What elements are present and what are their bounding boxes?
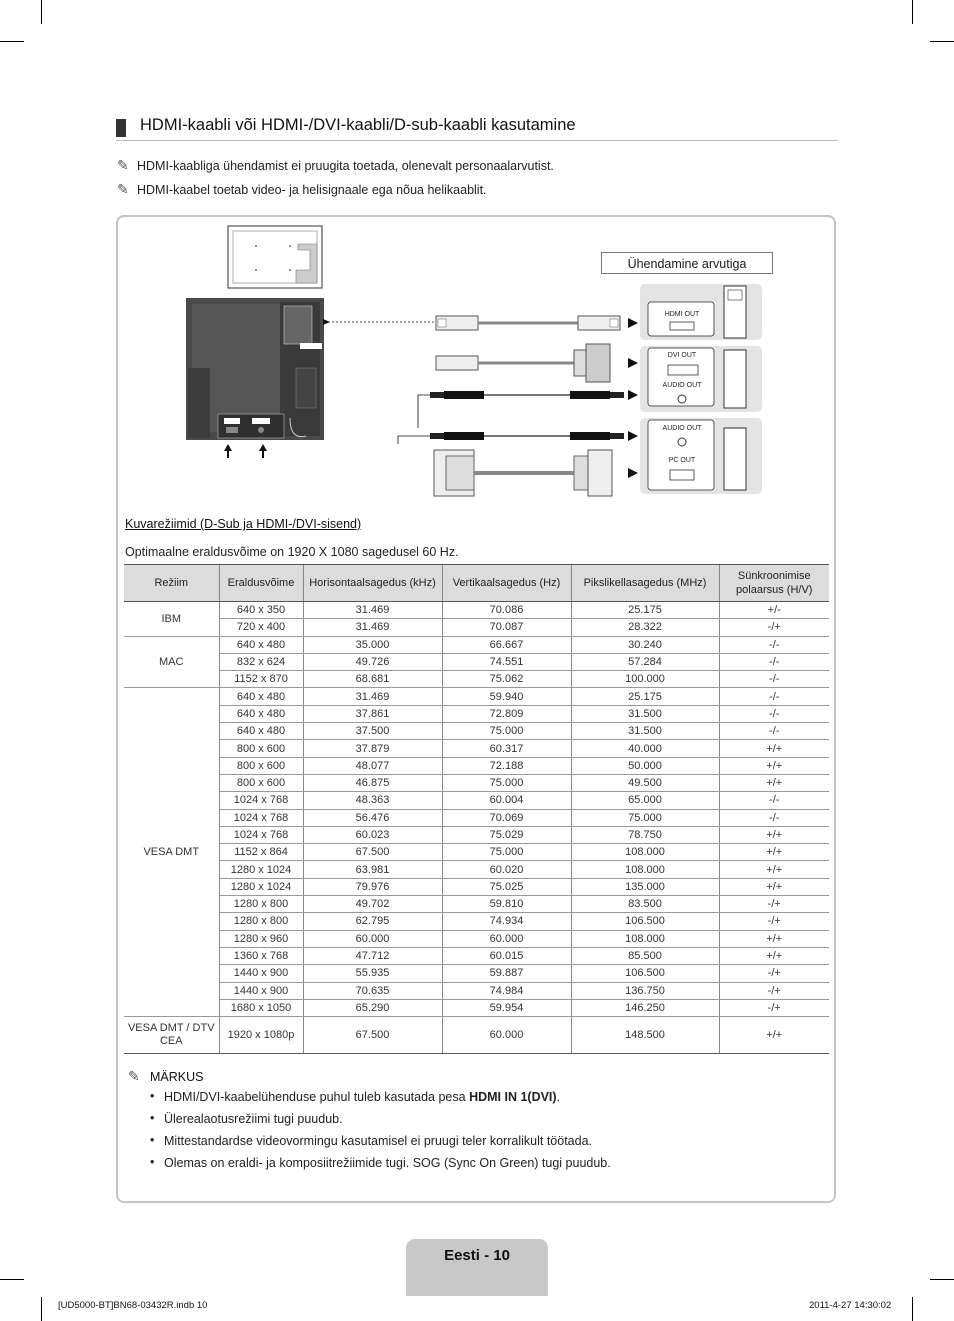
table-cell: -/-: [719, 792, 829, 809]
footer-file-info: [UD5000-BT]BN68-03432R.indb 10: [58, 1300, 208, 1311]
table-cell: 1440 x 900: [219, 965, 303, 982]
table-cell: 640 x 480: [219, 705, 303, 722]
table-cell: 106.500: [571, 965, 719, 982]
table-row: [124, 947, 829, 964]
note-line: [117, 181, 487, 198]
crop-mark: [930, 41, 954, 42]
table-row: [124, 671, 829, 688]
table-cell: 70.087: [442, 619, 571, 636]
remark-bold-text: HDMI IN 1(DVI): [469, 1090, 557, 1104]
connection-label: Ühendamine arvutiga: [601, 252, 773, 274]
table-row: [124, 723, 829, 740]
pencil-icon: ✎: [117, 181, 129, 197]
table-row: [124, 826, 829, 843]
table-cell: -/+: [719, 999, 829, 1016]
table-row: [124, 653, 829, 670]
table-cell: 74.934: [442, 913, 571, 930]
table-cell: 48.077: [303, 757, 442, 774]
table-row: [124, 688, 829, 705]
footer-timestamp: 2011-4-27 14:30:02: [809, 1300, 892, 1311]
table-cell: 60.023: [303, 826, 442, 843]
table-cell: 640 x 480: [219, 688, 303, 705]
table-cell: 75.025: [442, 878, 571, 895]
table-row: [124, 740, 829, 757]
table-row: [124, 757, 829, 774]
table-cell: 1280 x 1024: [219, 861, 303, 878]
table-cell: 65.000: [571, 792, 719, 809]
page-number-tab: [406, 1239, 548, 1296]
table-cell: 50.000: [571, 757, 719, 774]
table-cell: 1280 x 1024: [219, 878, 303, 895]
table-cell: 1440 x 900: [219, 982, 303, 999]
table-cell: 832 x 624: [219, 653, 303, 670]
pc-dvi: [640, 346, 762, 412]
mode-cell: VESA DMT: [124, 688, 219, 1017]
table-cell: +/+: [719, 930, 829, 947]
table-cell: 720 x 400: [219, 619, 303, 636]
table-cell: 37.861: [303, 705, 442, 722]
table-cell: +/+: [719, 1017, 829, 1054]
column-header: Vertikaalsagedus (Hz): [442, 565, 571, 602]
table-cell: 49.726: [303, 653, 442, 670]
table-body: [124, 602, 829, 1054]
table-cell: +/+: [719, 878, 829, 895]
column-header: Sünkroonimise polaarsus (H/V): [719, 565, 829, 602]
table-cell: 60.000: [442, 1017, 571, 1054]
list-item: [150, 1134, 611, 1156]
table-cell: 1920 x 1080p: [219, 1017, 303, 1054]
table-cell: 67.500: [303, 1017, 442, 1054]
crop-mark: [912, 1297, 913, 1321]
table-cell: -/+: [719, 619, 829, 636]
table-row: [124, 896, 829, 913]
display-modes-table: [124, 564, 829, 1054]
table-cell: 70.635: [303, 982, 442, 999]
table-row: [124, 930, 829, 947]
table-cell: 70.069: [442, 809, 571, 826]
table-cell: 31.469: [303, 602, 442, 619]
table-cell: 75.000: [571, 809, 719, 826]
table-cell: 62.795: [303, 913, 442, 930]
list-item: [150, 1112, 611, 1134]
remark-text: Mittestandardse videovormingu kasutamisel ei pruugi teler korralikult töötada.: [164, 1134, 592, 1148]
table-cell: +/+: [719, 844, 829, 861]
table-cell: -/+: [719, 896, 829, 913]
table-cell: 65.290: [303, 999, 442, 1016]
pencil-icon: ✎: [128, 1068, 140, 1084]
pc-out-label: PC OUT: [668, 457, 696, 464]
table-cell: -/-: [719, 723, 829, 740]
note-line: [117, 157, 554, 174]
table-cell: 83.500: [571, 896, 719, 913]
list-item: [150, 1156, 611, 1178]
hdmi-dvi-cable: [436, 344, 610, 382]
table-cell: 640 x 480: [219, 636, 303, 653]
table-cell: 49.702: [303, 896, 442, 913]
table-cell: 68.681: [303, 671, 442, 688]
table-cell: 75.029: [442, 826, 571, 843]
table-cell: 31.500: [571, 723, 719, 740]
table-cell: 60.000: [442, 930, 571, 947]
table-cell: 85.500: [571, 947, 719, 964]
table-cell: -/-: [719, 705, 829, 722]
table-cell: 75.062: [442, 671, 571, 688]
table-cell: 148.500: [571, 1017, 719, 1054]
table-cell: 108.000: [571, 844, 719, 861]
table-cell: 136.750: [571, 982, 719, 999]
table-cell: 46.875: [303, 774, 442, 791]
table-row: [124, 913, 829, 930]
table-cell: 25.175: [571, 602, 719, 619]
table-cell: 74.984: [442, 982, 571, 999]
table-cell: 60.317: [442, 740, 571, 757]
remarks-list: [150, 1090, 611, 1178]
table-cell: 108.000: [571, 861, 719, 878]
table-cell: 800 x 600: [219, 740, 303, 757]
table-cell: 60.015: [442, 947, 571, 964]
remark-text: Ülerealaotusrežiimi tugi puudub.: [164, 1112, 343, 1126]
table-cell: -/-: [719, 636, 829, 653]
tv-thumbnail: [228, 226, 322, 288]
table-cell: 108.000: [571, 930, 719, 947]
table-cell: 37.500: [303, 723, 442, 740]
table-cell: 75.000: [442, 723, 571, 740]
table-cell: 49.500: [571, 774, 719, 791]
table-cell: 106.500: [571, 913, 719, 930]
table-cell: -/+: [719, 982, 829, 999]
hdmi-out-label: HDMI OUT: [664, 311, 700, 318]
table-cell: 1280 x 800: [219, 913, 303, 930]
table-cell: -/-: [719, 671, 829, 688]
pc-hdmi: [640, 284, 762, 340]
table-cell: 75.000: [442, 844, 571, 861]
table-cell: -/-: [719, 653, 829, 670]
table-cell: 40.000: [571, 740, 719, 757]
audio-out-label: AUDIO OUT: [662, 382, 702, 389]
table-cell: 47.712: [303, 947, 442, 964]
table-cell: 31.469: [303, 688, 442, 705]
table-cell: 1152 x 864: [219, 844, 303, 861]
crop-mark: [0, 1279, 24, 1280]
table-cell: 72.809: [442, 705, 571, 722]
remarks-title-text: MÄRKUS: [150, 1070, 204, 1084]
remark-text: Olemas on eraldi- ja komposiitrežiimide tugi. SOG (Sync On Green) tugi puudub.: [164, 1156, 611, 1170]
table-cell: 66.667: [442, 636, 571, 653]
table-row: [124, 1017, 829, 1054]
table-cell: +/-: [719, 602, 829, 619]
table-cell: 60.004: [442, 792, 571, 809]
crop-mark: [41, 1297, 42, 1321]
audio-cable: [418, 391, 624, 428]
table-cell: 60.000: [303, 930, 442, 947]
table-cell: 63.981: [303, 861, 442, 878]
table-row: [124, 602, 829, 619]
table-cell: -/+: [719, 913, 829, 930]
hdmi-cable: [436, 316, 620, 330]
tv-back-panel: [186, 298, 324, 440]
table-row: [124, 792, 829, 809]
table-cell: +/+: [719, 826, 829, 843]
table-cell: 31.469: [303, 619, 442, 636]
mode-cell: MAC: [124, 636, 219, 688]
column-header: Horisontaalsagedus (kHz): [303, 565, 442, 602]
table-cell: -/-: [719, 688, 829, 705]
table-row: [124, 982, 829, 999]
table-cell: 37.879: [303, 740, 442, 757]
section-header: [116, 116, 838, 141]
table-row: [124, 636, 829, 653]
table-cell: 59.954: [442, 999, 571, 1016]
page-number: Eesti - 10: [444, 1247, 510, 1264]
audio-out-label: AUDIO OUT: [662, 425, 702, 432]
dvi-out-label: DVI OUT: [667, 352, 697, 359]
table-cell: 146.250: [571, 999, 719, 1016]
table-cell: +/+: [719, 740, 829, 757]
table-cell: 1680 x 1050: [219, 999, 303, 1016]
table-cell: 74.551: [442, 653, 571, 670]
table-cell: 135.000: [571, 878, 719, 895]
table-cell: +/+: [719, 861, 829, 878]
list-item: [150, 1090, 611, 1112]
crop-mark: [41, 0, 42, 24]
table-cell: 1360 x 768: [219, 947, 303, 964]
table-cell: -/-: [719, 809, 829, 826]
table-cell: 79.976: [303, 878, 442, 895]
table-cell: 1280 x 800: [219, 896, 303, 913]
table-cell: 25.175: [571, 688, 719, 705]
column-header: Eraldusvõime: [219, 565, 303, 602]
remark-text: HDMI/DVI-kaabelühenduse puhul tuleb kasutada pesa: [164, 1090, 470, 1104]
table-row: [124, 999, 829, 1016]
table-cell: +/+: [719, 757, 829, 774]
table-cell: +/+: [719, 774, 829, 791]
d-sub-cable: [434, 450, 612, 496]
table-cell: 78.750: [571, 826, 719, 843]
column-header: Pikslikellasagedus (MHz): [571, 565, 719, 602]
table-cell: 56.476: [303, 809, 442, 826]
table-cell: 1152 x 870: [219, 671, 303, 688]
table-cell: 35.000: [303, 636, 442, 653]
remarks-title: [128, 1068, 203, 1085]
table-cell: 67.500: [303, 844, 442, 861]
table-row: [124, 861, 829, 878]
table-cell: 60.020: [442, 861, 571, 878]
table-row: [124, 705, 829, 722]
table-cell: 100.000: [571, 671, 719, 688]
audio-cable: [398, 432, 624, 444]
table-cell: 70.086: [442, 602, 571, 619]
section-title: HDMI-kaabli või HDMI-/DVI-kaabli/D-sub-kaabli kasutamine: [140, 116, 576, 134]
mode-cell: VESA DMT / DTV CEA: [124, 1017, 219, 1054]
table-cell: 640 x 350: [219, 602, 303, 619]
note-text: HDMI-kaabliga ühendamist ei pruugita toetada, olenevalt personaalarvutist.: [137, 159, 554, 173]
table-cell: 28.322: [571, 619, 719, 636]
table-cell: 1024 x 768: [219, 792, 303, 809]
modes-heading: Kuvarežiimid (D-Sub ja HDMI-/DVI-sisend): [125, 517, 362, 531]
table-cell: 59.810: [442, 896, 571, 913]
crop-mark: [0, 41, 24, 42]
table-row: [124, 774, 829, 791]
mode-cell: IBM: [124, 602, 219, 637]
table-row: [124, 844, 829, 861]
table-cell: 59.940: [442, 688, 571, 705]
modes-intro: Optimaalne eraldusvõime on 1920 X 1080 sagedusel 60 Hz.: [125, 545, 459, 559]
remark-text: .: [556, 1090, 561, 1104]
table-cell: -/+: [719, 965, 829, 982]
table-cell: +/+: [719, 947, 829, 964]
crop-mark: [930, 1279, 954, 1280]
table-cell: 72.188: [442, 757, 571, 774]
note-text: HDMI-kaabel toetab video- ja helisignaale ega nõua helikaablit.: [137, 183, 487, 197]
table-cell: 1024 x 768: [219, 826, 303, 843]
crop-mark: [912, 0, 913, 24]
table-row: [124, 809, 829, 826]
table-cell: 31.500: [571, 705, 719, 722]
table-cell: 59.887: [442, 965, 571, 982]
table-row: [124, 878, 829, 895]
column-header: Režiim: [124, 565, 219, 602]
pencil-icon: ✎: [117, 157, 129, 173]
table-cell: 800 x 600: [219, 774, 303, 791]
table-cell: 75.000: [442, 774, 571, 791]
section-marker: [116, 119, 126, 137]
table-cell: 48.363: [303, 792, 442, 809]
table-cell: 30.240: [571, 636, 719, 653]
table-cell: 640 x 480: [219, 723, 303, 740]
table-row: [124, 965, 829, 982]
table-cell: 57.284: [571, 653, 719, 670]
table-cell: 1024 x 768: [219, 809, 303, 826]
table-cell: 1280 x 960: [219, 930, 303, 947]
table-header-row: [124, 565, 829, 602]
table-cell: 55.935: [303, 965, 442, 982]
table-row: [124, 619, 829, 636]
table-cell: 800 x 600: [219, 757, 303, 774]
